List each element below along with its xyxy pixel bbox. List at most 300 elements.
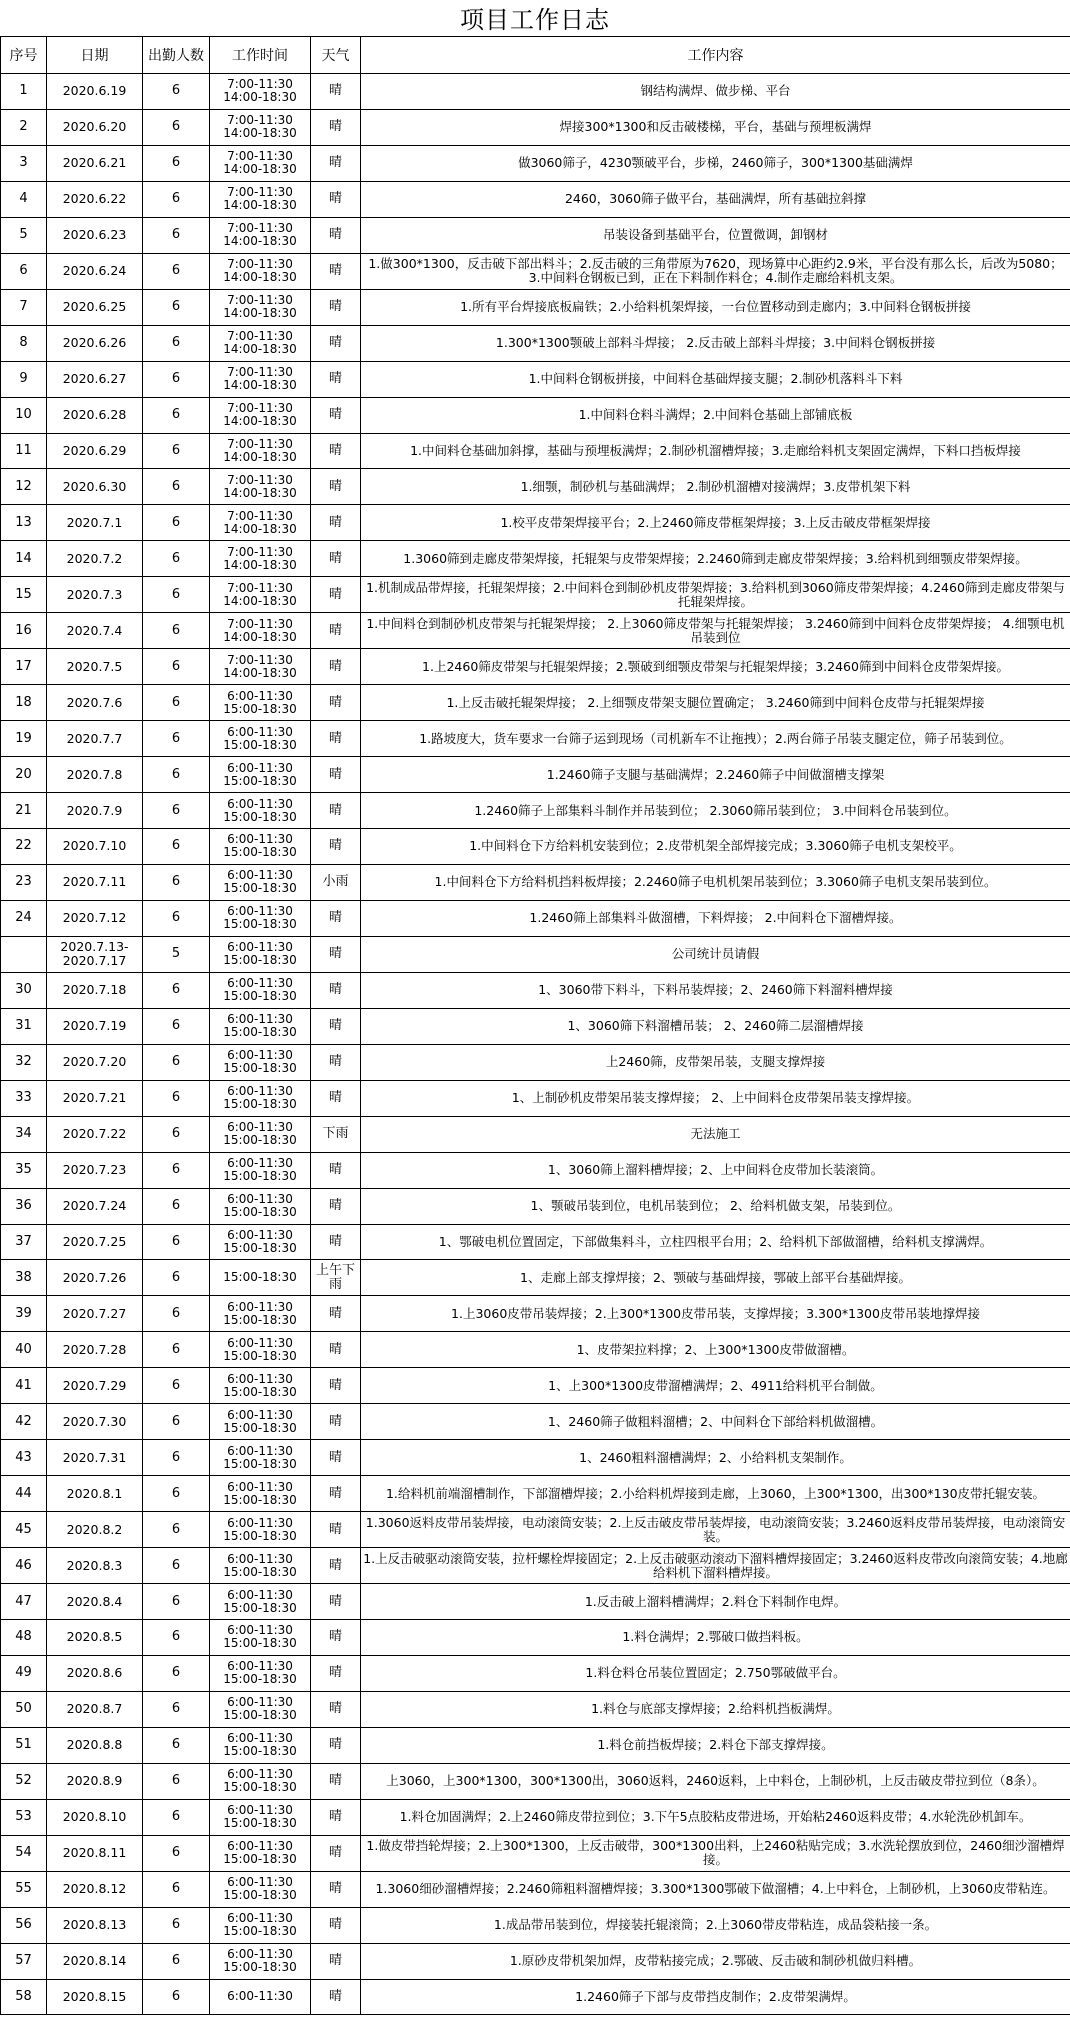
- cell-work-time: 7:00-11:30 14:00-18:30: [210, 541, 311, 577]
- cell-weather: 晴: [311, 721, 361, 757]
- cell-weather: 晴: [311, 74, 361, 110]
- cell-work-content: 1.3060细砂溜槽焊接；2.2460筛粗料溜槽焊接；3.300*1300鄂破下做溜槽；4.上中料仓，上制砂机，上3060皮带粘连。: [361, 1871, 1070, 1907]
- cell-weather: 晴: [311, 757, 361, 793]
- cell-work-content: 1、上300*1300皮带溜槽满焊；2、4911给料机平台制做。: [361, 1368, 1070, 1404]
- cell-work-content: 1、上制砂机皮带架吊装支撑焊接； 2、上中间料仓皮带架吊装支撑焊接。: [361, 1080, 1070, 1116]
- cell-weather: 晴: [311, 1763, 361, 1799]
- cell-work-content: 1.中间料仓下方给料机挡料板焊接；2.2460筛子电机机架吊装到位；3.3060筛子电机支架吊装到位。: [361, 864, 1070, 900]
- table-row: [1, 1943, 1070, 1979]
- cell-attendance: 6: [143, 1907, 210, 1943]
- cell-weather: 晴: [311, 217, 361, 253]
- cell-date: 2020.8.13: [47, 1907, 143, 1943]
- cell-work-time: 6:00-11:30: [210, 1979, 311, 2015]
- cell-attendance: 6: [143, 1655, 210, 1691]
- table-row: [1, 1763, 1070, 1799]
- cell-weather: 晴: [311, 145, 361, 181]
- cell-work-time: 6:00-11:30 15:00-18:30: [210, 829, 311, 865]
- table-row: [1, 1907, 1070, 1943]
- cell-date: 2020.7.11: [47, 864, 143, 900]
- cell-work-time: 7:00-11:30 14:00-18:30: [210, 649, 311, 685]
- table-row: [1, 1260, 1070, 1296]
- cell-weather: 晴: [311, 505, 361, 541]
- cell-work-content: 1.3060筛到走廊皮带架焊接，托辊架与皮带架焊接；2.2460筛到走廊皮带架焊接；3.给料机到细颚皮带架焊接。: [361, 541, 1070, 577]
- table-row: [1, 1799, 1070, 1835]
- cell-work-content: 1.做300*1300，反击破下部出料斗；2.反击破的三角带原为7620，现场算中心距约2.9米，平台没有那么长，后改为5080；3.中间料仓钢板已到，正在下料制作料仓；4.制作走廊给料机支架。: [361, 253, 1070, 289]
- cell-weather: 晴: [311, 1691, 361, 1727]
- cell-seq: 9: [1, 361, 47, 397]
- table-row: [1, 1979, 1070, 2015]
- cell-work-content: 1、皮带架拉料撑；2、上300*1300皮带做溜槽。: [361, 1332, 1070, 1368]
- cell-attendance: 6: [143, 1332, 210, 1368]
- cell-work-time: 6:00-11:30 15:00-18:30: [210, 1907, 311, 1943]
- table-header-row: [1, 37, 1070, 74]
- table-row: [1, 1512, 1070, 1548]
- cell-work-time: 6:00-11:30 15:00-18:30: [210, 1116, 311, 1152]
- cell-weather: 晴: [311, 649, 361, 685]
- cell-work-time: 6:00-11:30 15:00-18:30: [210, 1044, 311, 1080]
- cell-work-time: 6:00-11:30 15:00-18:30: [210, 1368, 311, 1404]
- cell-attendance: 6: [143, 613, 210, 649]
- cell-seq: 43: [1, 1440, 47, 1476]
- cell-weather: 晴: [311, 793, 361, 829]
- cell-seq: 17: [1, 649, 47, 685]
- cell-attendance: 6: [143, 1979, 210, 2015]
- cell-weather: 晴: [311, 1044, 361, 1080]
- cell-work-content: 无法施工: [361, 1116, 1070, 1152]
- cell-work-time: 7:00-11:30 14:00-18:30: [210, 577, 311, 613]
- cell-seq: 52: [1, 1763, 47, 1799]
- cell-date: 2020.7.12: [47, 900, 143, 936]
- cell-attendance: 6: [143, 864, 210, 900]
- cell-attendance: 6: [143, 1512, 210, 1548]
- cell-weather: 晴: [311, 1584, 361, 1620]
- cell-date: 2020.8.10: [47, 1799, 143, 1835]
- cell-attendance: 6: [143, 1691, 210, 1727]
- cell-weather: 晴: [311, 253, 361, 289]
- table-row: [1, 1871, 1070, 1907]
- cell-date: 2020.8.3: [47, 1548, 143, 1584]
- cell-work-time: 7:00-11:30 14:00-18:30: [210, 217, 311, 253]
- table-row: [1, 1296, 1070, 1332]
- cell-work-content: 1.中间料仓下方给料机安装到位；2.皮带机架全部焊接完成；3.3060筛子电机支架校平。: [361, 829, 1070, 865]
- cell-date: 2020.7.19: [47, 1008, 143, 1044]
- cell-date: 2020.7.22: [47, 1116, 143, 1152]
- cell-work-time: 6:00-11:30 15:00-18:30: [210, 1871, 311, 1907]
- cell-attendance: 6: [143, 1763, 210, 1799]
- cell-work-time: 6:00-11:30 15:00-18:30: [210, 1440, 311, 1476]
- table-row: [1, 649, 1070, 685]
- cell-date: 2020.7.26: [47, 1260, 143, 1296]
- cell-weather: 晴: [311, 1655, 361, 1691]
- cell-date: 2020.7.27: [47, 1296, 143, 1332]
- table-row: [1, 253, 1070, 289]
- header-date: 日期: [47, 37, 143, 74]
- cell-weather: 晴: [311, 1799, 361, 1835]
- cell-weather: 晴: [311, 541, 361, 577]
- cell-work-time: 7:00-11:30 14:00-18:30: [210, 74, 311, 110]
- cell-work-time: 6:00-11:30 15:00-18:30: [210, 1691, 311, 1727]
- cell-attendance: 6: [143, 1008, 210, 1044]
- cell-work-time: 6:00-11:30 15:00-18:30: [210, 1332, 311, 1368]
- cell-attendance: 6: [143, 361, 210, 397]
- cell-work-content: 1、2460筛子做粗料溜槽；2、中间料仓下部给料机做溜槽。: [361, 1404, 1070, 1440]
- table-row: [1, 1835, 1070, 1871]
- cell-work-content: 1、3060筛上溜料槽焊接；2、上中间料仓皮带加长装滚筒。: [361, 1152, 1070, 1188]
- cell-work-time: 6:00-11:30 15:00-18:30: [210, 1296, 311, 1332]
- cell-attendance: 6: [143, 397, 210, 433]
- cell-attendance: 6: [143, 1116, 210, 1152]
- cell-seq: 2: [1, 109, 47, 145]
- table-row: [1, 1044, 1070, 1080]
- cell-date: 2020.8.15: [47, 1979, 143, 2015]
- cell-attendance: 6: [143, 433, 210, 469]
- cell-seq: 6: [1, 253, 47, 289]
- cell-work-content: 1.料仓料仓吊装位置固定；2.750鄂破做平台。: [361, 1655, 1070, 1691]
- cell-attendance: 6: [143, 505, 210, 541]
- cell-work-time: 6:00-11:30 15:00-18:30: [210, 1008, 311, 1044]
- table-row: [1, 1368, 1070, 1404]
- cell-seq: 45: [1, 1512, 47, 1548]
- table-row: [1, 829, 1070, 865]
- cell-date: 2020.7.4: [47, 613, 143, 649]
- cell-work-content: 1.给料机前端溜槽制作，下部溜槽焊接；2.小给料机焊接到走廊，上3060，上300*1300，出300*130皮带托辊安装。: [361, 1476, 1070, 1512]
- cell-date: 2020.7.23: [47, 1152, 143, 1188]
- cell-work-content: 1、2460粗料溜槽满焊；2、小给料机支架制作。: [361, 1440, 1070, 1476]
- cell-work-content: 1.料仓前挡板焊接；2.料仓下部支撑焊接。: [361, 1727, 1070, 1763]
- cell-work-content: 1.上3060皮带吊装焊接；2.上300*1300皮带吊装，支撑焊接；3.300*1300皮带吊装地撑焊接: [361, 1296, 1070, 1332]
- cell-weather: 晴: [311, 1979, 361, 2015]
- cell-weather: 晴: [311, 1296, 361, 1332]
- table-row: [1, 1332, 1070, 1368]
- cell-seq: 10: [1, 397, 47, 433]
- cell-attendance: 6: [143, 829, 210, 865]
- cell-seq: 40: [1, 1332, 47, 1368]
- cell-seq: [1, 936, 47, 972]
- cell-work-content: 1.2460筛子下部与皮带挡皮制作；2.皮带架满焊。: [361, 1979, 1070, 2015]
- table-row: [1, 217, 1070, 253]
- table-row: [1, 613, 1070, 649]
- cell-seq: 22: [1, 829, 47, 865]
- cell-date: 2020.7.25: [47, 1224, 143, 1260]
- cell-work-time: 6:00-11:30 15:00-18:30: [210, 1188, 311, 1224]
- cell-attendance: 6: [143, 1727, 210, 1763]
- cell-date: 2020.6.22: [47, 181, 143, 217]
- cell-seq: 57: [1, 1943, 47, 1979]
- cell-attendance: 6: [143, 649, 210, 685]
- cell-seq: 12: [1, 469, 47, 505]
- cell-attendance: 6: [143, 253, 210, 289]
- table-row: [1, 1727, 1070, 1763]
- cell-work-time: 7:00-11:30 14:00-18:30: [210, 397, 311, 433]
- cell-attendance: 6: [143, 1260, 210, 1296]
- table-row: [1, 1440, 1070, 1476]
- table-row: [1, 469, 1070, 505]
- cell-work-time: 6:00-11:30 15:00-18:30: [210, 721, 311, 757]
- cell-attendance: 6: [143, 1404, 210, 1440]
- cell-date: 2020.8.6: [47, 1655, 143, 1691]
- cell-weather: 晴: [311, 433, 361, 469]
- cell-weather: 晴: [311, 1727, 361, 1763]
- cell-date: 2020.8.11: [47, 1835, 143, 1871]
- cell-work-content: 吊装设备到基础平台，位置微调，卸钢材: [361, 217, 1070, 253]
- cell-attendance: 6: [143, 1224, 210, 1260]
- cell-work-time: 6:00-11:30 15:00-18:30: [210, 900, 311, 936]
- cell-work-time: 6:00-11:30 15:00-18:30: [210, 1404, 311, 1440]
- cell-weather: 晴: [311, 1188, 361, 1224]
- table-row: [1, 325, 1070, 361]
- cell-date: 2020.7.29: [47, 1368, 143, 1404]
- cell-date: 2020.7.13- 2020.7.17: [47, 936, 143, 972]
- cell-work-content: 钢结构满焊、做步梯、平台: [361, 74, 1070, 110]
- table-row: [1, 936, 1070, 972]
- cell-weather: 晴: [311, 936, 361, 972]
- cell-date: 2020.6.19: [47, 74, 143, 110]
- cell-seq: 13: [1, 505, 47, 541]
- cell-work-content: 1、走廊上部支撑焊接；2、颚破与基础焊接，鄂破上部平台基础焊接。: [361, 1260, 1070, 1296]
- cell-attendance: 6: [143, 1440, 210, 1476]
- table-row: [1, 1224, 1070, 1260]
- cell-weather: 晴: [311, 1152, 361, 1188]
- cell-work-content: 1.做皮带挡轮焊接；2.上300*1300，上反击破带，300*1300出料，上2460粘贴完成；3.水洗轮摆放到位，2460细沙溜槽焊接。: [361, 1835, 1070, 1871]
- cell-work-content: 1.校平皮带架焊接平台；2.上2460筛皮带框架焊接；3.上反击破皮带框架焊接: [361, 505, 1070, 541]
- cell-attendance: 6: [143, 541, 210, 577]
- cell-seq: 30: [1, 972, 47, 1008]
- cell-weather: 晴: [311, 900, 361, 936]
- cell-work-time: 6:00-11:30 15:00-18:30: [210, 1584, 311, 1620]
- cell-work-time: 6:00-11:30 15:00-18:30: [210, 1224, 311, 1260]
- cell-weather: 晴: [311, 109, 361, 145]
- cell-work-content: 1.上2460筛皮带架与托辊架焊接；2.颚破到细颚皮带架与托辊架焊接；3.2460筛到中间料仓皮带架焊接。: [361, 649, 1070, 685]
- cell-attendance: 6: [143, 793, 210, 829]
- cell-attendance: 6: [143, 900, 210, 936]
- header-content: 工作内容: [361, 37, 1070, 74]
- cell-date: 2020.6.20: [47, 109, 143, 145]
- cell-work-content: 1.反击破上溜料槽满焊；2.料仓下料制作电焊。: [361, 1584, 1070, 1620]
- cell-attendance: 6: [143, 1619, 210, 1655]
- cell-date: 2020.6.23: [47, 217, 143, 253]
- cell-weather: 晴: [311, 1512, 361, 1548]
- cell-attendance: 6: [143, 972, 210, 1008]
- table-row: [1, 577, 1070, 613]
- table-row: [1, 721, 1070, 757]
- cell-work-content: 1.3060返料皮带吊装焊接，电动滚筒安装；2.上反击破皮带吊装焊接，电动滚筒安装；3.2460返料皮带吊装焊接，电动滚筒安装。: [361, 1512, 1070, 1548]
- cell-seq: 1: [1, 74, 47, 110]
- cell-seq: 39: [1, 1296, 47, 1332]
- table-row: [1, 433, 1070, 469]
- cell-weather: 晴: [311, 972, 361, 1008]
- cell-weather: 晴: [311, 685, 361, 721]
- cell-attendance: 6: [143, 1152, 210, 1188]
- cell-work-content: 1.2460筛上部集料斗做溜槽，下料焊接； 2.中间料仓下溜槽焊接。: [361, 900, 1070, 936]
- cell-date: 2020.6.25: [47, 289, 143, 325]
- cell-work-content: 公司统计员请假: [361, 936, 1070, 972]
- cell-seq: 20: [1, 757, 47, 793]
- table-row: [1, 289, 1070, 325]
- table-row: [1, 74, 1070, 110]
- cell-weather: 下雨: [311, 1116, 361, 1152]
- header-seq: 序号: [1, 37, 47, 74]
- table-row: [1, 1404, 1070, 1440]
- cell-seq: 23: [1, 864, 47, 900]
- cell-date: 2020.7.5: [47, 649, 143, 685]
- cell-weather: 晴: [311, 1619, 361, 1655]
- cell-work-content: 1、3060筛下料溜槽吊装； 2、2460筛二层溜槽焊接: [361, 1008, 1070, 1044]
- table-row: [1, 1584, 1070, 1620]
- cell-date: 2020.8.8: [47, 1727, 143, 1763]
- cell-seq: 24: [1, 900, 47, 936]
- cell-attendance: 6: [143, 145, 210, 181]
- cell-date: 2020.7.20: [47, 1044, 143, 1080]
- cell-seq: 46: [1, 1548, 47, 1584]
- table-row: [1, 1008, 1070, 1044]
- cell-work-content: 1.所有平台焊接底板扁铁；2.小给料机架焊接，一台位置移动到走廊内；3.中间料仓钢板拼接: [361, 289, 1070, 325]
- cell-weather: 晴: [311, 1224, 361, 1260]
- cell-work-content: 1.料仓满焊；2.鄂破口做挡料板。: [361, 1619, 1070, 1655]
- table-row: [1, 541, 1070, 577]
- cell-work-content: 1.中间料仓料斗满焊；2.中间料仓基础上部铺底板: [361, 397, 1070, 433]
- cell-date: 2020.8.1: [47, 1476, 143, 1512]
- table-row: [1, 900, 1070, 936]
- table-row: [1, 757, 1070, 793]
- cell-work-time: 7:00-11:30 14:00-18:30: [210, 325, 311, 361]
- cell-weather: 晴: [311, 1871, 361, 1907]
- table-row: [1, 793, 1070, 829]
- cell-attendance: 6: [143, 1296, 210, 1332]
- cell-work-time: 7:00-11:30 14:00-18:30: [210, 109, 311, 145]
- table-row: [1, 505, 1070, 541]
- cell-date: 2020.7.8: [47, 757, 143, 793]
- cell-attendance: 6: [143, 1080, 210, 1116]
- cell-seq: 38: [1, 1260, 47, 1296]
- cell-work-content: 焊接300*1300和反击破楼梯，平台，基础与预埋板满焊: [361, 109, 1070, 145]
- cell-work-time: 7:00-11:30 14:00-18:30: [210, 145, 311, 181]
- cell-weather: 晴: [311, 1368, 361, 1404]
- cell-attendance: 6: [143, 1188, 210, 1224]
- table-row: [1, 864, 1070, 900]
- cell-weather: 晴: [311, 1476, 361, 1512]
- cell-work-time: 6:00-11:30 15:00-18:30: [210, 864, 311, 900]
- cell-date: 2020.7.24: [47, 1188, 143, 1224]
- cell-work-time: 6:00-11:30 15:00-18:30: [210, 1943, 311, 1979]
- cell-seq: 56: [1, 1907, 47, 1943]
- cell-date: 2020.7.30: [47, 1404, 143, 1440]
- cell-seq: 11: [1, 433, 47, 469]
- cell-date: 2020.7.21: [47, 1080, 143, 1116]
- cell-weather: 晴: [311, 289, 361, 325]
- cell-date: 2020.7.31: [47, 1440, 143, 1476]
- cell-seq: 51: [1, 1727, 47, 1763]
- cell-seq: 48: [1, 1619, 47, 1655]
- cell-weather: 晴: [311, 325, 361, 361]
- cell-work-content: 1、3060带下料斗，下料吊装焊接；2、2460筛下料溜料槽焊接: [361, 972, 1070, 1008]
- cell-date: 2020.7.28: [47, 1332, 143, 1368]
- cell-seq: 42: [1, 1404, 47, 1440]
- cell-date: 2020.6.24: [47, 253, 143, 289]
- cell-attendance: 6: [143, 217, 210, 253]
- cell-attendance: 6: [143, 1548, 210, 1584]
- header-count: 出勤人数: [143, 37, 210, 74]
- cell-attendance: 6: [143, 1584, 210, 1620]
- table-row: [1, 1476, 1070, 1512]
- cell-seq: 35: [1, 1152, 47, 1188]
- cell-date: 2020.7.3: [47, 577, 143, 613]
- cell-work-content: 1.中间料仓基础加斜撑，基础与预埋板满焊；2.制砂机溜槽焊接；3.走廊给料机支架固定满焊，下料口挡板焊接: [361, 433, 1070, 469]
- cell-weather: 晴: [311, 1008, 361, 1044]
- cell-weather: 晴: [311, 613, 361, 649]
- cell-work-content: 1.料仓与底部支撑焊接；2.给料机挡板满焊。: [361, 1691, 1070, 1727]
- table-row: [1, 685, 1070, 721]
- cell-seq: 14: [1, 541, 47, 577]
- cell-work-time: 7:00-11:30 14:00-18:30: [210, 505, 311, 541]
- cell-seq: 21: [1, 793, 47, 829]
- cell-work-time: 6:00-11:30 15:00-18:30: [210, 1080, 311, 1116]
- table-row: [1, 1152, 1070, 1188]
- cell-seq: 47: [1, 1584, 47, 1620]
- cell-work-content: 1、鄂破电机位置固定，下部做集料斗，立柱四根平台用；2、给料机下部做溜槽，给料机支撑满焊。: [361, 1224, 1070, 1260]
- cell-seq: 4: [1, 181, 47, 217]
- cell-work-time: 6:00-11:30 15:00-18:30: [210, 1727, 311, 1763]
- cell-seq: 19: [1, 721, 47, 757]
- cell-work-time: 6:00-11:30 15:00-18:30: [210, 1655, 311, 1691]
- cell-work-time: 7:00-11:30 14:00-18:30: [210, 613, 311, 649]
- table-row: [1, 1655, 1070, 1691]
- table-row: [1, 1548, 1070, 1584]
- cell-weather: 上午下雨: [311, 1260, 361, 1296]
- cell-work-time: 7:00-11:30 14:00-18:30: [210, 289, 311, 325]
- cell-date: 2020.7.18: [47, 972, 143, 1008]
- cell-attendance: 6: [143, 757, 210, 793]
- cell-attendance: 6: [143, 1799, 210, 1835]
- cell-attendance: 5: [143, 936, 210, 972]
- cell-date: 2020.7.9: [47, 793, 143, 829]
- cell-weather: 晴: [311, 361, 361, 397]
- cell-attendance: 6: [143, 1044, 210, 1080]
- cell-date: 2020.7.1: [47, 505, 143, 541]
- cell-seq: 49: [1, 1655, 47, 1691]
- cell-attendance: 6: [143, 289, 210, 325]
- cell-seq: 41: [1, 1368, 47, 1404]
- cell-seq: 3: [1, 145, 47, 181]
- cell-work-content: 1.300*1300颚破上部料斗焊接； 2.反击破上部料斗焊接；3.中间料仓钢板拼接: [361, 325, 1070, 361]
- cell-work-content: 1.料仓加固满焊；2.上2460筛皮带拉到位；3.下午5点胶粘皮带进场，开始粘2460返料皮带；4.水轮洗砂机卸车。: [361, 1799, 1070, 1835]
- cell-attendance: 6: [143, 1871, 210, 1907]
- cell-seq: 5: [1, 217, 47, 253]
- table-row: [1, 109, 1070, 145]
- cell-work-time: 7:00-11:30 14:00-18:30: [210, 181, 311, 217]
- cell-seq: 7: [1, 289, 47, 325]
- cell-work-time: 15:00-18:30: [210, 1260, 311, 1296]
- cell-weather: 小雨: [311, 864, 361, 900]
- cell-work-time: 6:00-11:30 15:00-18:30: [210, 936, 311, 972]
- cell-date: 2020.8.4: [47, 1584, 143, 1620]
- cell-weather: 晴: [311, 1548, 361, 1584]
- cell-seq: 36: [1, 1188, 47, 1224]
- cell-attendance: 6: [143, 1835, 210, 1871]
- work-log-table: [0, 36, 1070, 2015]
- cell-seq: 58: [1, 1979, 47, 2015]
- cell-attendance: 6: [143, 74, 210, 110]
- cell-seq: 16: [1, 613, 47, 649]
- cell-seq: 34: [1, 1116, 47, 1152]
- cell-work-time: 6:00-11:30 15:00-18:30: [210, 1799, 311, 1835]
- cell-date: 2020.7.6: [47, 685, 143, 721]
- cell-date: 2020.8.14: [47, 1943, 143, 1979]
- cell-work-time: 6:00-11:30 15:00-18:30: [210, 685, 311, 721]
- cell-attendance: 6: [143, 1943, 210, 1979]
- cell-date: 2020.7.10: [47, 829, 143, 865]
- cell-weather: 晴: [311, 577, 361, 613]
- cell-date: 2020.6.30: [47, 469, 143, 505]
